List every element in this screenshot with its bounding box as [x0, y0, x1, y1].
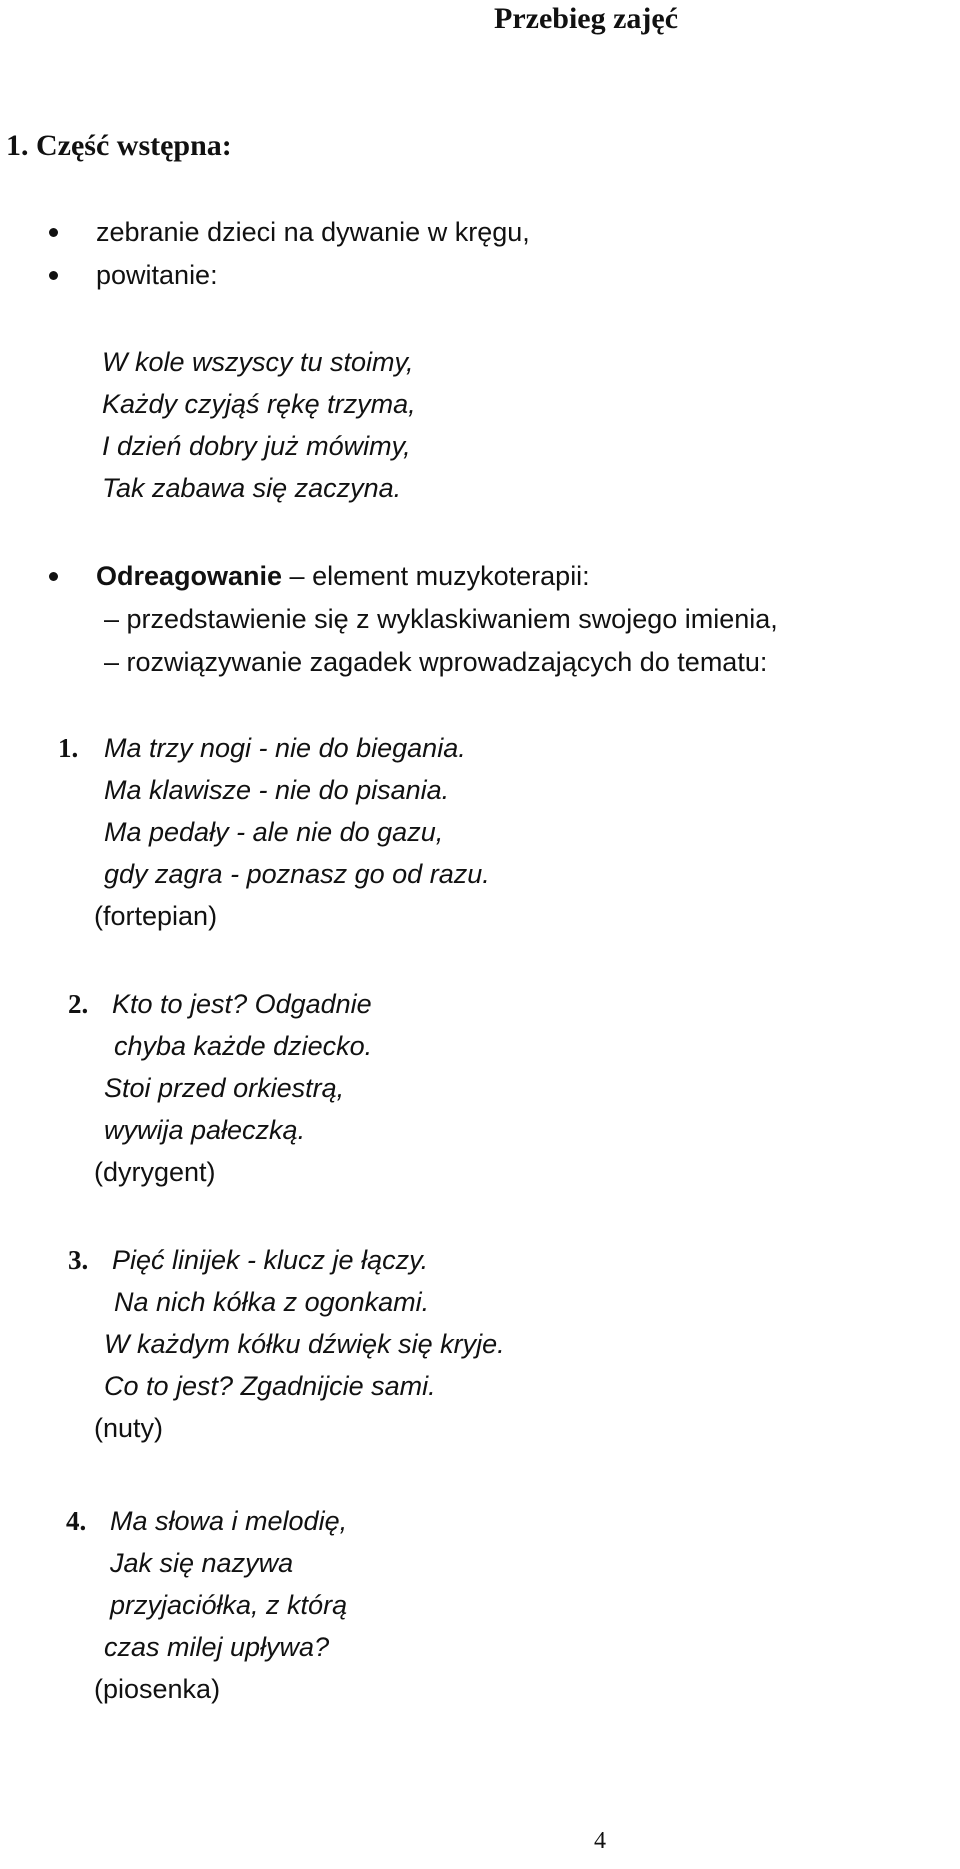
riddle-line: Ma pedały - ale nie do gazu,: [104, 817, 444, 847]
riddle-answer: (fortepian): [94, 901, 218, 931]
riddle-answer: (nuty): [94, 1413, 164, 1443]
riddle-line: wywija pałeczką.: [104, 1115, 306, 1145]
riddle-line: Kto to jest? Odgadnie: [112, 989, 372, 1019]
dash-item: – przedstawienie się z wyklaskiwaniem swojego imienia,: [104, 604, 778, 634]
bullet-dot-icon: [49, 572, 58, 581]
bullet-dot-icon: [49, 228, 58, 237]
page-number: 4: [594, 1828, 606, 1854]
riddle-line: Ma słowa i melodię,: [110, 1506, 348, 1536]
riddle-line: Ma trzy nogi - nie do biegania.: [104, 733, 466, 763]
bullet-dot-icon: [49, 271, 58, 280]
riddle-line: Ma klawisze - nie do pisania.: [104, 775, 450, 805]
dash-item: – rozwiązywanie zagadek wprowadzających do tematu:: [104, 647, 768, 677]
riddle-line: Na nich kółka z ogonkami.: [114, 1287, 430, 1317]
riddle-line: chyba każde dziecko.: [114, 1031, 373, 1061]
riddle-line: przyjaciółka, z którą: [110, 1590, 348, 1620]
riddle-number: 3.: [68, 1245, 89, 1275]
riddle-line: W każdym kółku dźwięk się kryje.: [104, 1329, 505, 1359]
list-item: powitanie:: [96, 260, 218, 290]
riddle-line: Pięć linijek - klucz je łączy.: [112, 1245, 429, 1275]
riddle-number: 4.: [66, 1506, 87, 1536]
poem-line: W kole wszyscy tu stoimy,: [102, 347, 414, 377]
odreagowanie-line: [96, 557, 590, 595]
odreagowanie-term: Odreagowanie: [96, 561, 283, 591]
riddle-line: gdy zagra - poznasz go od razu.: [104, 859, 490, 889]
riddle-number: 1.: [58, 733, 79, 763]
list-item: zebranie dzieci na dywanie w kręgu,: [96, 217, 530, 247]
riddle-number: 2.: [68, 989, 89, 1019]
poem-line: Każdy czyjąś rękę trzyma,: [102, 389, 416, 419]
riddle-line: czas milej upływa?: [104, 1632, 330, 1662]
riddle-answer: (dyrygent): [94, 1157, 216, 1187]
page-title: Przebieg zajęć: [494, 2, 679, 35]
odreagowanie-description: – element muzykoterapii:: [282, 561, 590, 591]
riddle-answer: (piosenka): [94, 1674, 221, 1704]
riddle-line: Jak się nazywa: [110, 1548, 294, 1578]
poem-line: Tak zabawa się zaczyna.: [102, 473, 402, 503]
poem-line: I dzień dobry już mówimy,: [102, 431, 411, 461]
riddle-line: Stoi przed orkiestrą,: [104, 1073, 345, 1103]
riddle-line: Co to jest? Zgadnijcie sami.: [104, 1371, 436, 1401]
section-heading: 1. Część wstępna:: [6, 129, 232, 162]
